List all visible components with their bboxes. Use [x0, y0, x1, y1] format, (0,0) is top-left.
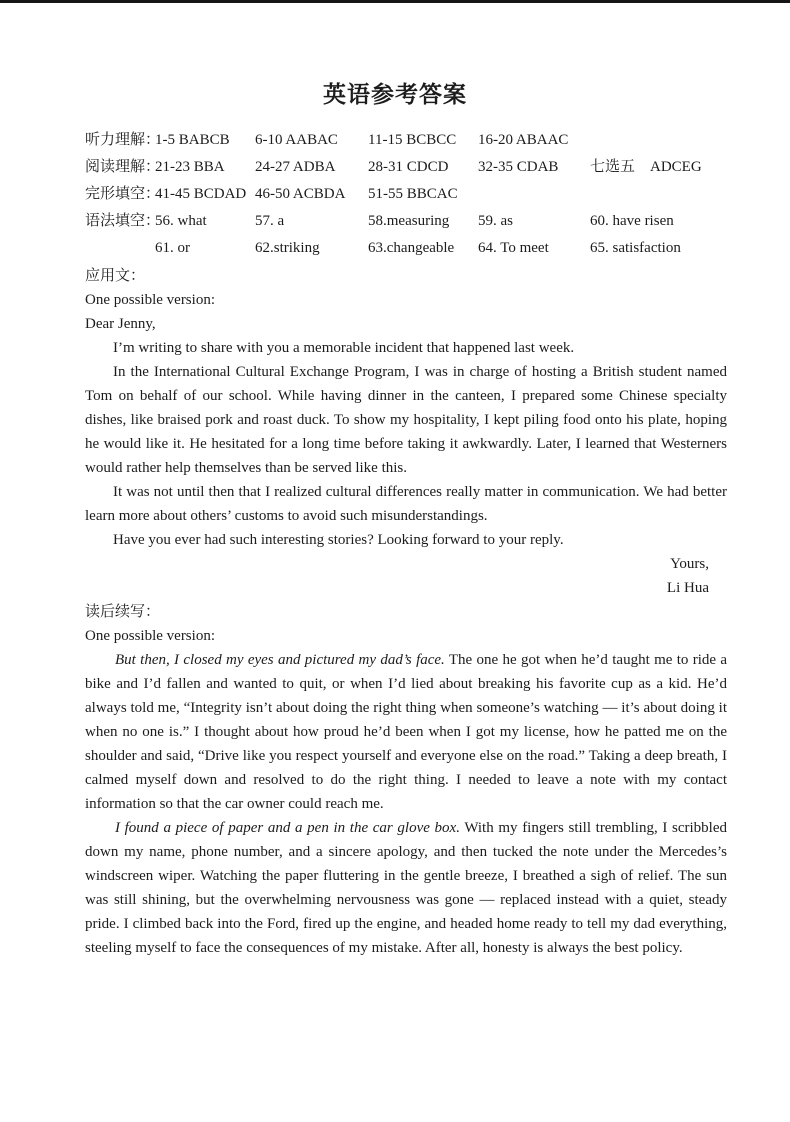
letter-version-label: One possible version:: [85, 292, 215, 308]
answer-row-label: 完形填空：: [85, 186, 161, 202]
answer-cell: 65. satisfaction: [590, 240, 681, 256]
continuation-paragraph-2-lead: I found a piece of paper and a pen in the car glove box.: [115, 820, 460, 836]
continuation-paragraph-2-body: With my fingers still trembling, I scribbled down my name, phone number, and a sincere apology, and then tucked the note under the Mercedes’s windscreen wiper. Watching the paper fluttering in the gentle breeze, I breathed a sigh of relief. The sun was still shining, but the overwhelming nervousness was gone — replaced instead with a quiet, steady pride. I climbed back into the Ford, fired up the engine, and headed home ready to tell my dad everything, steeling myself to face the consequences of my mistake. After all, honesty is always the best policy.: [85, 820, 727, 956]
letter-section-label: 应用文：: [85, 268, 146, 284]
answer-cell: [478, 181, 590, 208]
answer-row-reading: [85, 154, 727, 181]
answer-row-listening: [85, 127, 727, 154]
answer-row-grammar-2: [85, 235, 727, 262]
continuation-paragraph-1: [85, 648, 727, 816]
continuation-paragraph-1-lead: But then, I closed my eyes and pictured my dad’s face.: [115, 652, 445, 668]
continuation-paragraph-1-body: The one he got when he’d taught me to ride a bike and I’d fallen and wanted to quit, or when I’d lied about breaking his favorite cup as a kid. He’d always told me, “Integrity isn’t about doing the right thing when someone’s watching — it’s about doing it when no one is.” I thought about how proud he’d been when I got my license, how he patted me on the shoulder and said, “Drive like you respect yourself and everyone else on the road.” Taking a deep breath, I calmed myself down and resolved to do the right thing. I needed to leave a note with my contact information so that the car owner could reach me.: [85, 652, 728, 812]
answer-row-label: 听力理解：: [85, 132, 161, 148]
continuation-version-label: One possible version:: [85, 628, 215, 644]
answer-cell: 24-27 ADBA: [255, 159, 336, 175]
answer-cell: 46-50 ACBDA: [255, 186, 346, 202]
answer-cell: [590, 127, 727, 154]
answer-cell: 62.striking: [255, 240, 320, 256]
answer-cell: 41-45 BCDAD: [155, 186, 247, 202]
continuation-paragraph-2: [85, 816, 727, 960]
answer-cell: 58.measuring: [368, 213, 450, 229]
answer-cell: 21-23 BBA: [155, 159, 225, 175]
answer-row-label: 阅读理解：: [85, 159, 161, 175]
answer-cell: 63.changeable: [368, 240, 455, 256]
answer-cell: 28-31 CDCD: [368, 159, 449, 175]
answer-cell: 七选五 ADCEG: [590, 159, 702, 175]
answer-cell: 51-55 BBCAC: [368, 186, 458, 202]
answer-cell: 59. as: [478, 213, 513, 229]
letter-paragraph-2: It was not until then that I realized cultural differences really matter in communication. We had better learn more about others’ customs to avoid such misunderstandings.: [85, 484, 727, 524]
answer-cell: 64. To meet: [478, 240, 549, 256]
scan-edge-line: [0, 0, 790, 3]
answer-cell: 1-5 BABCB: [155, 132, 230, 148]
answer-cell: 60. have risen: [590, 213, 674, 229]
answer-cell: 16-20 ABAAC: [478, 132, 569, 148]
answer-cell: 56. what: [155, 213, 207, 229]
letter-signoff: Yours,: [670, 556, 709, 572]
letter-salutation: Dear Jenny,: [85, 316, 156, 332]
answer-row-label: [85, 235, 155, 262]
letter-section: [85, 264, 727, 600]
letter-signature: Li Hua: [666, 580, 709, 596]
letter-closing-question: Have you ever had such interesting stories? Looking forward to your reply.: [113, 532, 564, 548]
answer-cell: 57. a: [255, 213, 285, 229]
answer-cell: 11-15 BCBCC: [368, 132, 457, 148]
answer-row-grammar-1: [85, 208, 727, 235]
letter-paragraph-1: In the International Cultural Exchange Program, I was in charge of hosting a British student named Tom on behalf of our school. While having dinner in the canteen, I prepared some Chinese specialty dishes, like braised pork and roast duck. To show my hospitality, I kept piling food onto his plate, hoping he would like it. He hesitated for a long time before taking it awkwardly. Later, I learned that Westerners would rather help themselves than be served like this.: [85, 364, 727, 476]
continuation-section: [85, 600, 727, 960]
answer-row-label: 语法填空：: [85, 213, 161, 229]
answer-key-table: [85, 127, 727, 262]
answer-cell: 61. or: [155, 240, 190, 256]
page-content: [85, 127, 727, 960]
answer-row-cloze: [85, 181, 727, 208]
continuation-section-label: 读后续写：: [85, 604, 161, 620]
answer-cell: 6-10 AABAC: [255, 132, 338, 148]
answer-cell: [590, 181, 727, 208]
page-title: 英语参考答案: [323, 82, 467, 107]
answer-cell: 32-35 CDAB: [478, 159, 559, 175]
letter-opening: I’m writing to share with you a memorable incident that happened last week.: [113, 340, 575, 356]
